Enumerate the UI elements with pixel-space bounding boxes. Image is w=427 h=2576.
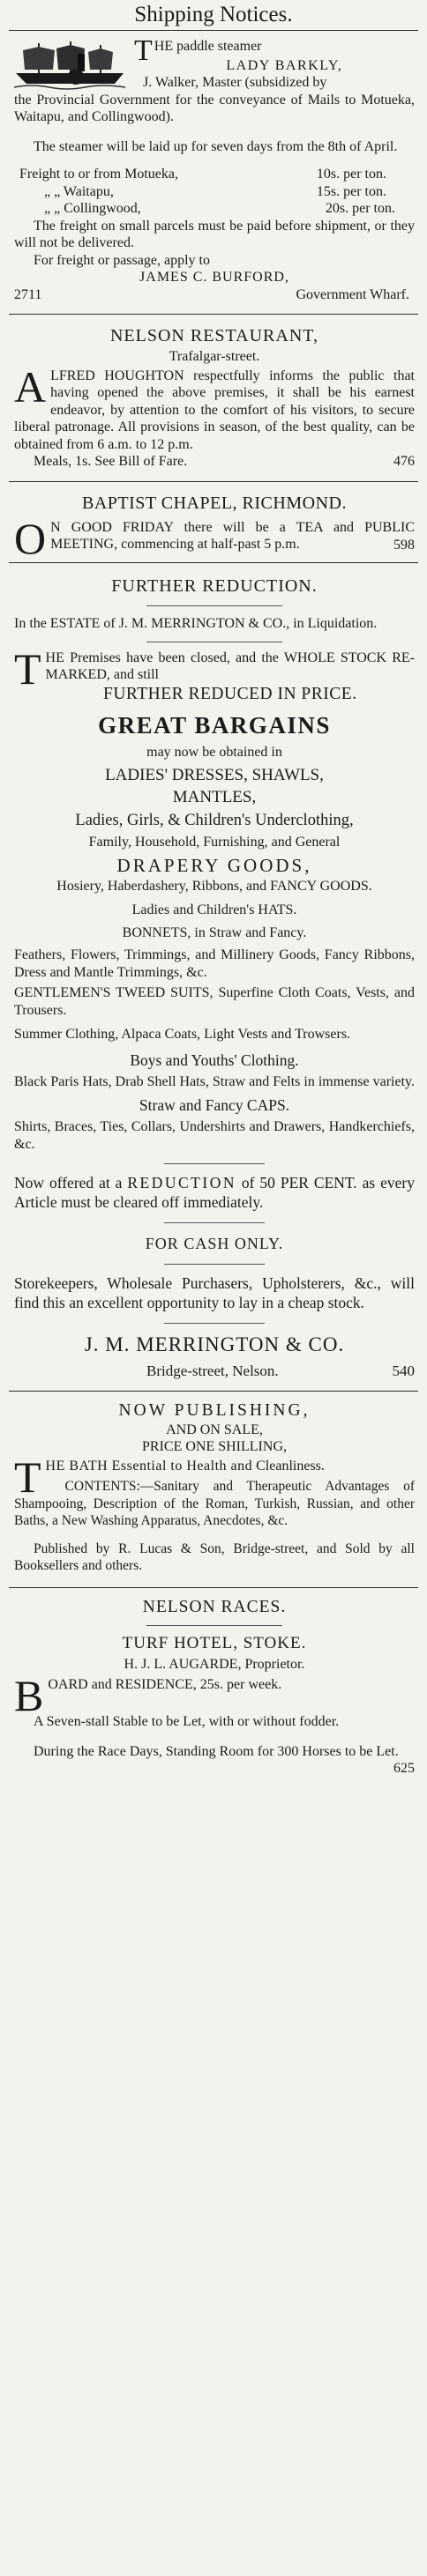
divider — [146, 605, 282, 606]
merrington-reduction — [14, 1173, 415, 1212]
races-prop: H. J. L. AUGARDE, Proprietor. — [124, 1656, 305, 1672]
merrington-cash: FOR CASH ONLY. — [145, 1235, 284, 1252]
publishing-price: PRICE ONE SHILLING, — [142, 1439, 287, 1454]
races-stable: A Seven-stall Stable to be Let, with or without fodder. — [34, 1714, 340, 1729]
freight-row — [14, 200, 415, 218]
merrington-obtained: may now be obtained in — [146, 744, 282, 760]
divider — [164, 1264, 265, 1265]
merrington-hosiery: Hosiery, Haberdashery, Ribbons, and FANCY GOODS. — [56, 878, 372, 894]
shipping-master: J. Walker, Master (subsidized by — [143, 75, 327, 90]
restaurant-lead: LFRED HOUGHTON respectfully informs — [50, 367, 313, 383]
merrington-drapery: DRAPERY GOODS, — [116, 854, 312, 876]
drop-cap: A — [14, 361, 47, 412]
shipping-intro: HE paddle steamer — [154, 39, 262, 54]
chapel-ad — [0, 482, 427, 563]
drop-cap: T — [14, 643, 41, 694]
freight-price: 20s. per ton. — [325, 201, 395, 216]
reduction-word: REDUCTION — [127, 1174, 236, 1191]
merrington-mantles: MANTLES, — [172, 788, 257, 806]
divider — [164, 1222, 265, 1223]
ad-title: NOW PUBLISHING, — [118, 1400, 311, 1420]
shipping-body: the Provincial Government for the conveyance of Mails to Motueka, Waitapu, and Collingwood). — [14, 92, 415, 124]
freight-dest: „ „ Collingwood, — [44, 201, 141, 216]
shipping-wharf: Government Wharf. — [296, 286, 409, 302]
drop-cap: B — [14, 1671, 44, 1720]
reduction-suffix: of 50 PER CENT. as every Article must be cleared off immediately. — [14, 1174, 415, 1211]
merrington-dresses: LADIES' DRESSES, SHAWLS, — [105, 766, 324, 784]
vessel-name: LADY BARKLY, — [226, 57, 343, 73]
races-lead: OARD and RESIDENCE, 25s. per week. — [48, 1677, 282, 1692]
publishing-lead2: Cleanliness. — [256, 1458, 325, 1474]
freight-dest: Freight to or from Motueka, — [19, 167, 178, 182]
ad-title: FURTHER REDUCTION. — [111, 576, 318, 596]
merrington-bargains: GREAT BARGAINS — [98, 711, 331, 739]
merrington-store: Storekeepers, Wholesale Purchasers, Upholsterers, &c., will find this an excellent opportunity to lay in a cheap stock. — [14, 1274, 415, 1311]
publishing-pub: Published by R. Lucas & Son, Bridge-street, and Sold by all Booksellers and others. — [14, 1540, 415, 1573]
restaurant-street: Trafalgar-street. — [169, 349, 260, 364]
ad-ref: 540 — [392, 1362, 415, 1379]
freight-price: 10s. per ton. — [316, 167, 386, 182]
merrington-hats: Ladies and Children's HATS. — [131, 902, 297, 917]
drop-cap: O — [14, 513, 47, 563]
publishing-ad — [0, 1392, 427, 1575]
publishing-sale: AND ON SALE, — [166, 1422, 263, 1437]
divider — [164, 1323, 265, 1324]
divider — [146, 1625, 282, 1626]
merrington-paris: Black Paris Hats, Drab Shell Hats, Straw and Felts in immense variety. — [14, 1073, 415, 1089]
ad-ref: 476 — [393, 454, 415, 469]
merrington-further: FURTHER REDUCED IN PRICE. — [102, 684, 357, 703]
shipping-apply: For freight or passage, apply to — [34, 252, 210, 268]
races-ad — [0, 1588, 427, 1778]
ad-title: NELSON RACES. — [142, 1597, 287, 1616]
freight-price: 15s. per ton. — [316, 183, 386, 199]
merrington-summer: Summer Clothing, Alpaca Coats, Light Vests and Trowsers. — [14, 1027, 351, 1042]
shipping-agent: JAMES C. BURFORD, — [139, 270, 289, 285]
freight-row — [14, 183, 415, 201]
merrington-ad — [0, 563, 427, 1380]
section-header: Shipping Notices. — [134, 3, 293, 26]
shipping-laidup: The steamer will be laid up for seven days from the 8th of April. — [34, 138, 398, 154]
chapel-body: and PUBLIC MEETING, commencing at half-past 5 p.m. — [50, 519, 416, 552]
restaurant-meals: Meals, 1s. See Bill of Fare. — [34, 454, 188, 469]
freight-row — [14, 166, 415, 183]
ad-ref: 2711 — [14, 286, 42, 302]
steamer-ship-icon — [14, 40, 129, 91]
reduction-prefix: Now offered at a — [14, 1174, 123, 1191]
publishing-lead: HE BATH Essential to Health and — [45, 1458, 253, 1474]
shipping-parcels: The freight on small parcels must be paid before shipment, or they will not be delivered. — [14, 218, 415, 250]
chapel-lead: N GOOD FRIDAY there will be a TEA — [50, 519, 323, 535]
merrington-shirts: Shirts, Braces, Ties, Collars, Undershirts and Drawers, Handkerchiefs, &c. — [14, 1119, 415, 1152]
merrington-footer — [14, 1362, 415, 1380]
freight-table — [14, 166, 415, 218]
merrington-bonnets: BONNETS, in Straw and Fancy. — [122, 924, 307, 940]
merrington-lead: HE Premises have been closed, and the — [45, 650, 279, 665]
merrington-underclothing: Ladies, Girls, & Children's Underclothing, — [75, 812, 354, 829]
merrington-family: Family, Household, Furnishing, and General — [88, 835, 341, 850]
ad-ref: 598 — [393, 537, 415, 553]
shipping-footer — [14, 286, 415, 304]
ad-ref: 625 — [393, 1761, 415, 1776]
freight-dest: „ „ Waitapu, — [44, 183, 114, 199]
races-during: During the Race Days, Standing Room for 300 Horses to be Let. — [34, 1743, 399, 1759]
merrington-firm: J. M. MERRINGTON & CO. — [84, 1333, 345, 1355]
restaurant-body: the public that having opened the above premises, it shall be his earnest endeavor, by attention to the comfort of his visitors, to secure liberal patronage. All provisions in season, of the best quality, can be obtained from 6 a.m. to 12 p.m. — [14, 367, 416, 452]
merrington-estate: In the ESTATE of J. M. MERRINGTON & CO., in Liquidation. — [14, 616, 378, 631]
merrington-feathers: Feathers, Flowers, Trimmings, and Millinery Goods, Fancy Ribbons, Dress and Mantle Trimmings, &c. — [14, 947, 415, 980]
ad-title: NELSON RESTAURANT, — [109, 326, 319, 345]
races-hotel: TURF HOTEL, STOKE. — [122, 1633, 307, 1652]
drop-cap: T — [134, 34, 153, 67]
merrington-caps: Straw and Fancy CAPS. — [139, 1096, 290, 1114]
publishing-contents: CONTENTS:—Sanitary and Therapeutic Advantages of Shampooing, Description of the Roman, Turkish, Russian, and other Baths, a New Washing Apparatus, Anecdotes, &c. — [14, 1479, 415, 1528]
merrington-address: Bridge-street, Nelson. — [146, 1362, 279, 1379]
drop-cap: T — [14, 1451, 41, 1502]
merrington-tweed: GENTLEMEN'S TWEED SUITS, Superfine Cloth Coats, Vests, and Trousers. — [14, 985, 415, 1018]
restaurant-ad — [0, 315, 427, 471]
divider — [164, 1163, 265, 1164]
merrington-body: WHOLE STOCK RE-MARKED, and still — [45, 650, 415, 682]
restaurant-footer — [14, 453, 415, 471]
shipping-ad — [0, 31, 427, 303]
merrington-boys: Boys and Youths' Clothing. — [130, 1050, 299, 1069]
ad-title: BAPTIST CHAPEL, RICHMOND. — [82, 493, 347, 513]
